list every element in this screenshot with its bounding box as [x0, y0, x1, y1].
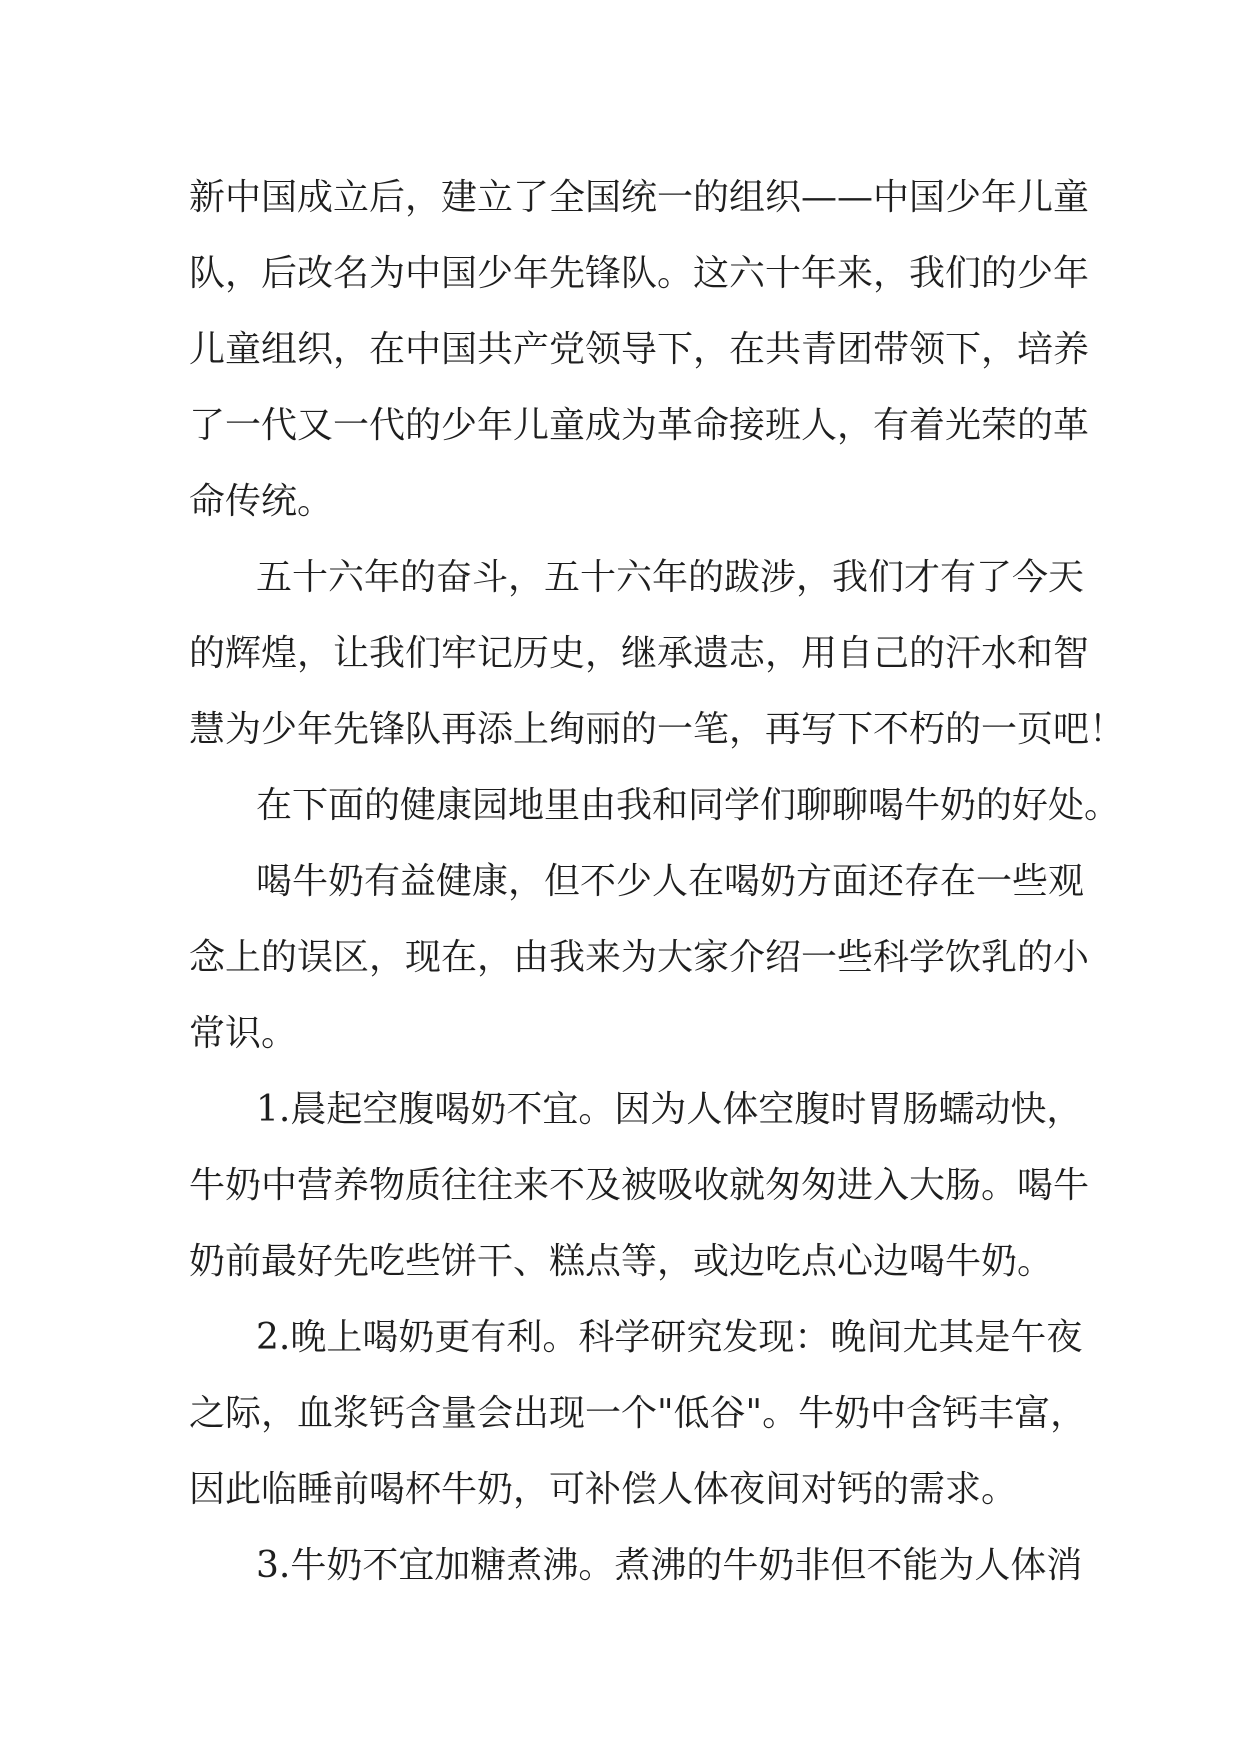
text-line: 念上的误区，现在，由我来为大家介绍一些科学饮乳的小	[189, 937, 1090, 978]
text-line: 常识。	[189, 1013, 298, 1054]
text-line: 新中国成立后，建立了全国统一的组织——中国少年儿童	[189, 177, 1090, 218]
text-line: 在下面的健康园地里由我和同学们聊聊喝牛奶的好处。	[256, 785, 1121, 826]
text-line: 了一代又一代的少年儿童成为革命接班人，有着光荣的革	[189, 405, 1090, 446]
text-line: 的辉煌，让我们牢记历史，继承遗志，用自己的汗水和智	[189, 633, 1090, 674]
text-line: 队，后改名为中国少年先锋队。这六十年来，我们的少年	[189, 253, 1090, 294]
text-line: 之际，血浆钙含量会出现一个"低谷"。牛奶中含钙丰富，	[189, 1393, 1087, 1434]
text-line: 命传统。	[189, 481, 334, 522]
text-line: 儿童组织，在中国共产党领导下，在共青团带领下，培养	[189, 329, 1090, 370]
text-line: 喝牛奶有益健康，但不少人在喝奶方面还存在一些观	[256, 861, 1085, 902]
text-line: 五十六年的奋斗，五十六年的跋涉，我们才有了今天	[256, 557, 1085, 598]
text-line: 奶前最好先吃些饼干、糕点等，或边吃点心边喝牛奶。	[189, 1241, 1054, 1282]
text-line: 慧为少年先锋队再添上绚丽的一笔，再写下不朽的一页吧！	[189, 709, 1126, 750]
text-line: 1.晨起空腹喝奶不宜。因为人体空腹时胃肠蠕动快，	[256, 1089, 1083, 1130]
text-line: 3.牛奶不宜加糖煮沸。煮沸的牛奶非但不能为人体消	[256, 1545, 1083, 1586]
text-line: 牛奶中营养物质往往来不及被吸收就匆匆进入大肠。喝牛	[189, 1165, 1090, 1206]
text-line: 因此临睡前喝杯牛奶，可补偿人体夜间对钙的需求。	[189, 1469, 1018, 1510]
text-line: 2.晚上喝奶更有利。科学研究发现：晚间尤其是午夜	[256, 1317, 1083, 1358]
